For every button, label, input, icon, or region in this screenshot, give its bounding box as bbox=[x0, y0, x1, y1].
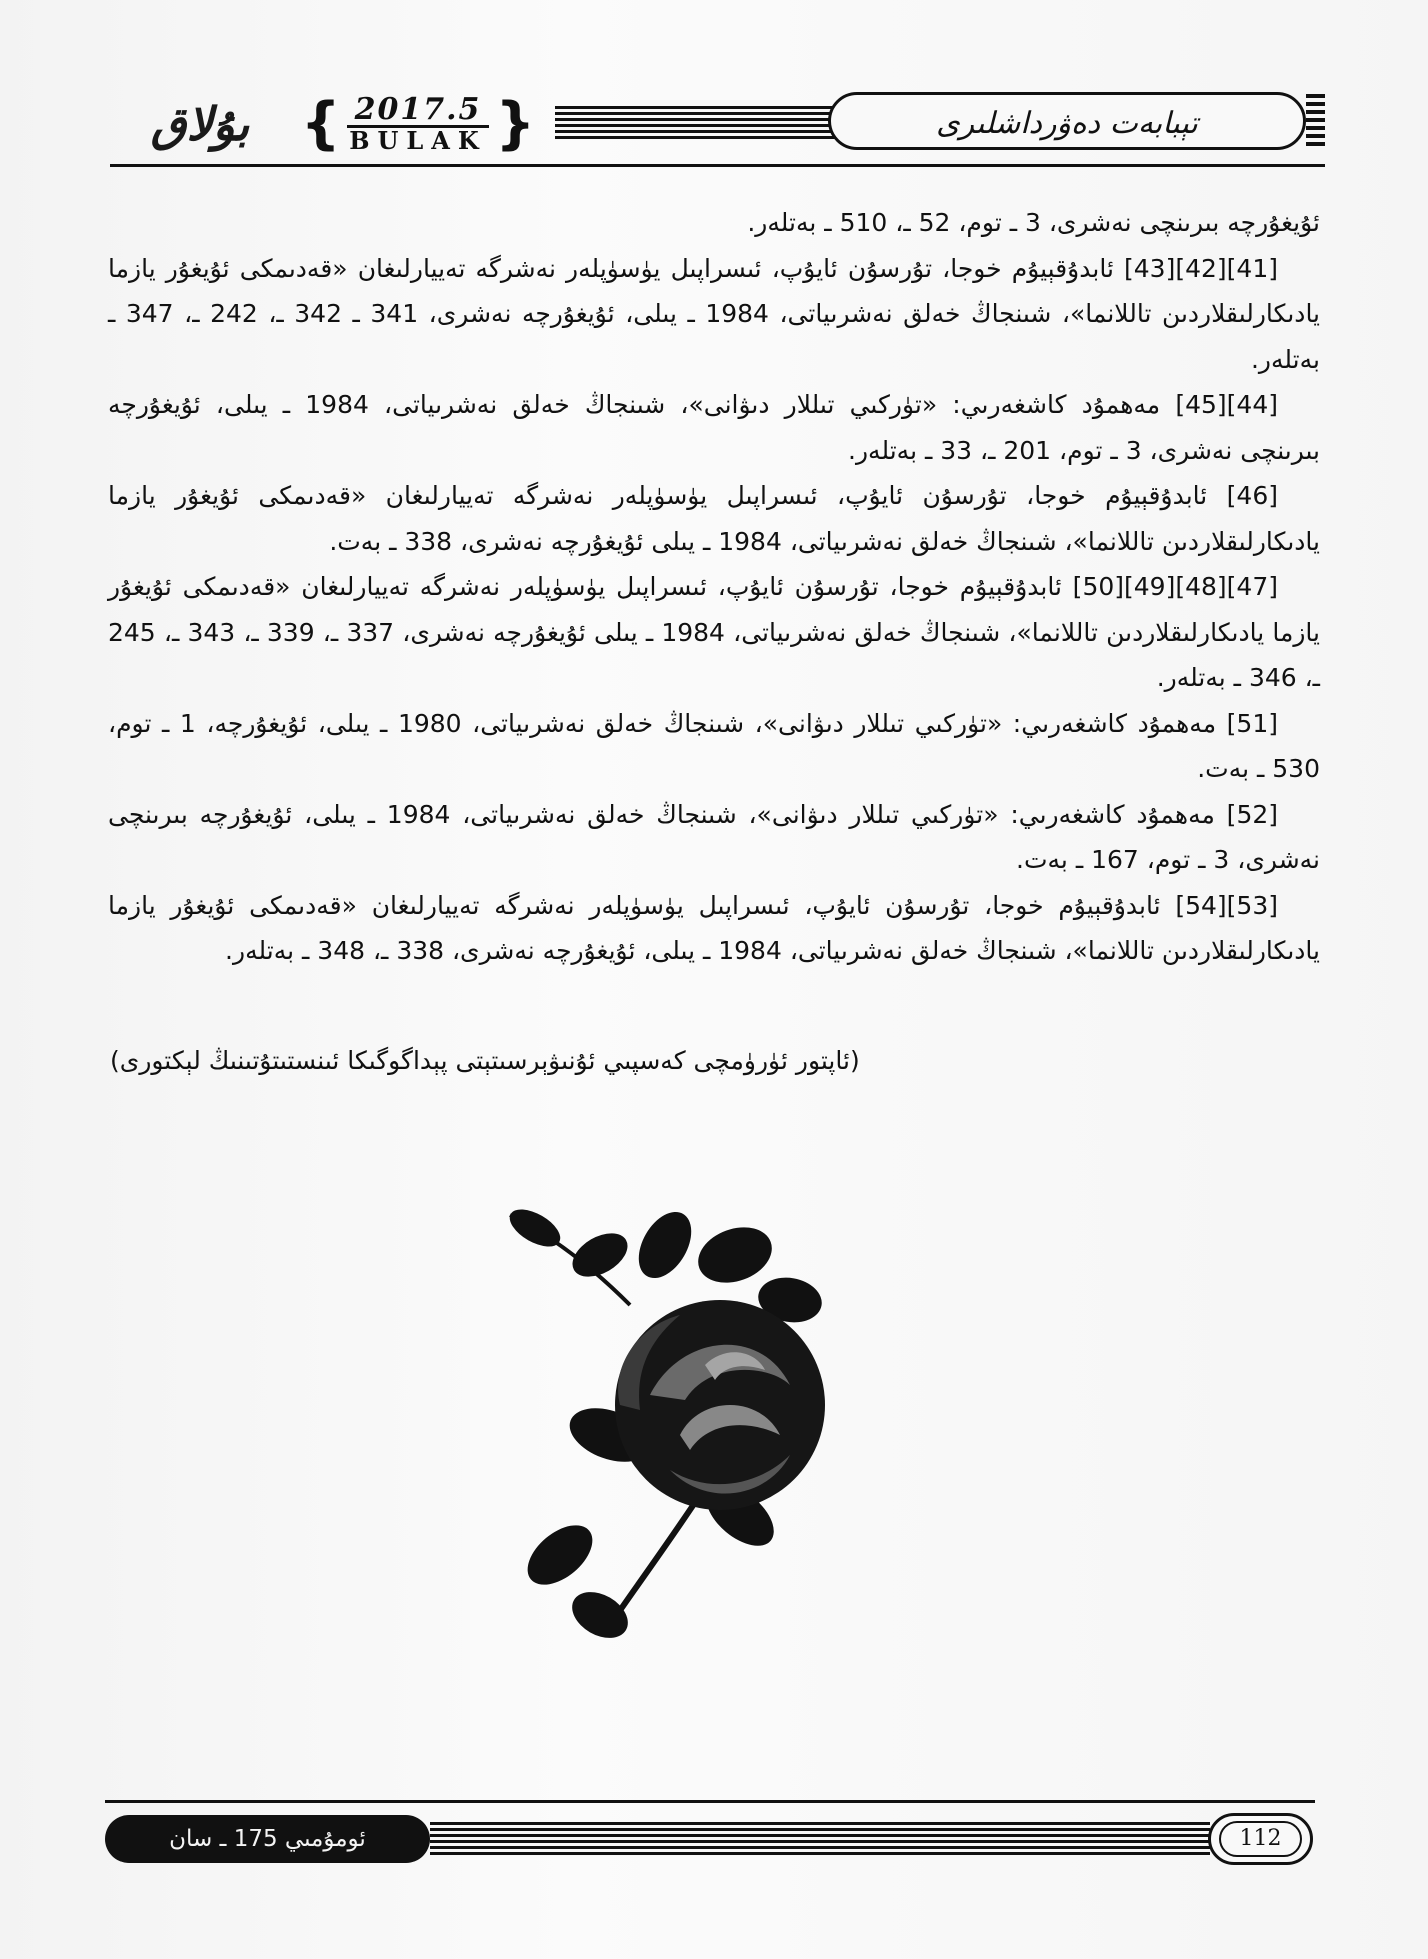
reference-item: [52] مەھمۇد كاشغەرىي: «تۈركىي تىللار دىۋانى»، شىنجاڭ خەلق نەشرىياتى، 1984 ـ يىلى، ئۇيغۇرچە بىرىنچى نەشرى، 3 ـ توم، 167 ـ بەت. bbox=[108, 799, 1320, 874]
reference-item: [53][54] ئابدۇقېيۇم خوجا، تۇرسۇن ئايۇپ، ئىسراپىل يۈسۈپلەر نەشرگە تەييارلىغان «قەدىمكى ئۇيغۇر يازما يادىكارلىقلاردىن تاللانما»، شىنجاڭ خەلق نەشرىياتى، 1984 ـ يىلى، ئۇيغۇرچە نەشرى، 338 ـ، 348 ـ بەتلەر. bbox=[108, 890, 1320, 965]
rose-illustration bbox=[490, 1195, 950, 1665]
reference-item: [44][45] مەھمۇد كاشغەرىي: «تۈركىي تىللار دىۋانى»، شىنجاڭ خەلق نەشرىياتى، 1984 ـ يىلى، ئۇيغۇرچە بىرىنچى نەشرى، 3 ـ توم، 201 ـ، 33 ـ بەتلەر. bbox=[108, 390, 1320, 465]
page-number: 112 bbox=[1219, 1821, 1302, 1857]
author-note: (ئاپتور ئۈرۈمچى كەسپىي ئۇنىۋېرسىتېتى پېداگوگىكا ئىنستىتۇتىنىڭ لېكتورى) bbox=[110, 1046, 860, 1075]
footer-issue-label: ئومۇمىي 175 ـ سان bbox=[105, 1815, 430, 1863]
header-rule bbox=[110, 164, 1325, 167]
reference-item: [41][42][43] ئابدۇقېيۇم خوجا، تۇرسۇن ئايۇپ، ئىسراپىل يۈسۈپلەر نەشرگە تەييارلىغان «قەدىمكى ئۇيغۇر يازما يادىكارلىقلاردىن تاللانما»، شىنجاڭ خەلق نەشرىياتى، 1984 ـ يىلى، ئۇيغۇرچە نەشرى، 341 ـ 342 ـ، 242 ـ، 347 ـ بەتلەر. bbox=[108, 253, 1321, 374]
reference-item: ئۇيغۇرچە بىرىنچى نەشرى، 3 ـ توم، 52 ـ، 510 ـ بەتلەر. bbox=[747, 208, 1320, 237]
issue-badge bbox=[272, 92, 564, 156]
references-list bbox=[108, 200, 1320, 974]
issue-info bbox=[347, 91, 490, 155]
page-number-badge bbox=[1208, 1813, 1313, 1865]
issue-date: 2017.5 bbox=[347, 95, 490, 128]
header-end-stripes bbox=[1306, 94, 1325, 148]
journal-logo: بۇلاق bbox=[150, 97, 250, 151]
right-brace-icon: } bbox=[495, 91, 536, 156]
footer-stripes bbox=[430, 1822, 1210, 1856]
section-title: تېبابەت دەۋرداشلىرى bbox=[828, 92, 1306, 150]
left-brace-icon: { bbox=[300, 91, 341, 156]
reference-item: [51] مەھمۇد كاشغەرىي: «تۈركىي تىللار دىۋانى»، شىنجاڭ خەلق نەشرىياتى، 1980 ـ يىلى، ئۇيغۇرچە، 1 ـ توم، 530 ـ بەت. bbox=[108, 708, 1320, 783]
reference-item: [46] ئابدۇقېيۇم خوجا، تۇرسۇن ئايۇپ، ئىسراپىل يۈسۈپلەر نەشرگە تەييارلىغان «قەدىمكى ئۇيغۇر يازما يادىكارلىقلاردىن تاللانما»، شىنجاڭ خەلق نەشرىياتى، 1984 ـ يىلى ئۇيغۇرچە نەشرى، 338 ـ بەت. bbox=[108, 481, 1320, 556]
page-header bbox=[110, 88, 1325, 168]
footer-rule bbox=[105, 1800, 1315, 1803]
reference-item: [47][48][49][50] ئابدۇقېيۇم خوجا، تۇرسۇن ئايۇپ، ئىسراپىل يۈسۈپلەر نەشرگە تەييارلىغان «قەدىمكى ئۇيغۇر يازما يادىكارلىقلاردىن تاللانما»، شىنجاڭ خەلق نەشرىياتى، 1984 ـ يىلى ئۇيغۇرچە نەشرى، 337 ـ، 339 ـ، 343 ـ، 245 ـ، 346 ـ بەتلەر. bbox=[108, 572, 1320, 692]
issue-brand: BULAK bbox=[349, 125, 487, 155]
